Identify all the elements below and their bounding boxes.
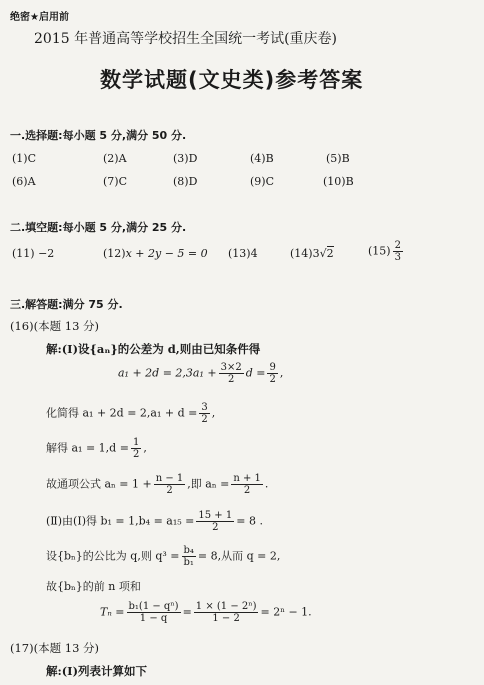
solve-num: 1 (132, 437, 140, 448)
eq1-left: a₁ + 2d = 2,3a₁ + (118, 366, 217, 380)
general-num-1: n − 1 (155, 473, 184, 484)
fill-answer-13: (13)4 (228, 247, 258, 260)
ratio-tail: = 8,从而 q = 2, (197, 549, 281, 563)
ratio-line (46, 545, 280, 568)
mc-answer-6: (6)A (12, 175, 36, 188)
fill-answer-14-label: (14)3 (290, 247, 320, 260)
mc-answer-4: (4)B (250, 152, 274, 165)
exam-title: 2015 年普通高等学校招生全国统一考试(重庆卷) (34, 31, 338, 47)
mc-answer-7: (7)C (103, 175, 127, 188)
mc-answer-3: (3)D (173, 152, 198, 165)
fill-answer-15-label: (15) (368, 244, 391, 258)
part2-den: 2 (212, 522, 219, 533)
fill-answer-12 (103, 247, 208, 260)
simplify-num: 3 (201, 402, 208, 413)
mc-answer-5: (5)B (326, 152, 350, 165)
general-den-1: 2 (166, 485, 173, 496)
sum-formula (100, 601, 312, 624)
section1-heading: 一.选择题:每小题 5 分,满分 50 分. (10, 129, 187, 142)
page-title: 数学试题(文史类)参考答案 (100, 68, 364, 92)
solve-line (46, 437, 147, 460)
solve-den: 2 (132, 449, 140, 460)
mc-answer-1: (1)C (12, 152, 36, 165)
general-tail: . (264, 477, 269, 491)
simplify-line (46, 402, 215, 425)
eq1-frac-den: 2 (227, 374, 235, 385)
fill-answer-14-radicand: 2 (326, 247, 334, 260)
sum-intro: 故{bₙ}的前 n 项和 (46, 580, 141, 593)
mc-answer-8: (8)D (173, 175, 198, 188)
fill-answer-14 (290, 247, 334, 260)
fill-answer-12-expr: x + 2y − 5 = 0 (125, 247, 208, 260)
general-text: 故通项公式 aₙ = 1 + (46, 477, 152, 491)
q16-intro (46, 341, 260, 357)
part2-num: 15 + 1 (198, 510, 233, 521)
part2-tail: = 8 . (236, 514, 263, 528)
eq1-tail: , (279, 366, 284, 380)
section3-heading: 三.解答题:满分 75 分. (10, 298, 123, 311)
sqrt-sign-icon: √ (319, 247, 327, 260)
q17-intro: 解:(Ⅰ)列表计算如下 (46, 664, 148, 678)
sum-lhs: Tₙ = (100, 605, 125, 619)
sum-num-2: 1 × (1 − 2ⁿ) (195, 601, 257, 612)
q17-heading: (17)(本题 13 分) (10, 641, 100, 655)
ratio-num: b₄ (183, 545, 194, 556)
equation-1 (118, 362, 283, 385)
secrecy-label: 绝密★启用前 (10, 12, 69, 23)
sum-den-1: 1 − q (139, 613, 168, 624)
q16-intro-text: 解:(Ⅰ)设{aₙ}的公差为 d,则由已知条件得 (46, 342, 261, 356)
solve-text: 解得 a₁ = 1,d = (46, 441, 129, 455)
sum-den-2: 1 − 2 (212, 613, 240, 624)
eq1-result-den: 2 (269, 374, 276, 385)
sum-tail: = 2ⁿ − 1. (260, 605, 312, 619)
solve-tail: , (143, 441, 147, 455)
general-mid: ,即 aₙ = (187, 477, 230, 491)
ratio-den: b₁ (183, 557, 194, 568)
simplify-text: 化简得 a₁ + 2d = 2,a₁ + d = (46, 406, 198, 420)
general-den-2: 2 (243, 485, 251, 496)
q16-heading: (16)(本题 13 分) (10, 319, 100, 333)
simplify-tail: , (211, 406, 216, 420)
section2-heading: 二.填空题:每小题 5 分,满分 25 分. (10, 221, 187, 234)
fill-answer-11: (11) −2 (12, 247, 55, 260)
eq1-mid: d = (245, 366, 266, 380)
general-num-2: n + 1 (233, 473, 261, 484)
fill-answer-15-den: 3 (394, 252, 401, 263)
fill-answer-15-num: 2 (394, 240, 401, 251)
sum-eq: = (182, 605, 192, 619)
sum-num-1: b₁(1 − qⁿ) (128, 601, 179, 612)
part2-line (46, 510, 263, 533)
ratio-text: 设{bₙ}的公比为 q,则 q³ = (46, 549, 180, 563)
mc-answer-10: (10)B (323, 175, 354, 188)
mc-answer-9: (9)C (250, 175, 274, 188)
eq1-frac-num: 3×2 (220, 362, 242, 373)
fill-answer-15 (368, 240, 405, 263)
mc-answer-2: (2)A (103, 152, 127, 165)
part2-text: (Ⅱ)由(Ⅰ)得 b₁ = 1,b₄ = a₁₅ = (46, 514, 195, 528)
simplify-den: 2 (201, 414, 208, 425)
eq1-result-num: 9 (269, 362, 276, 373)
fill-answer-12-label: (12) (103, 247, 126, 260)
general-term-line (46, 473, 268, 496)
